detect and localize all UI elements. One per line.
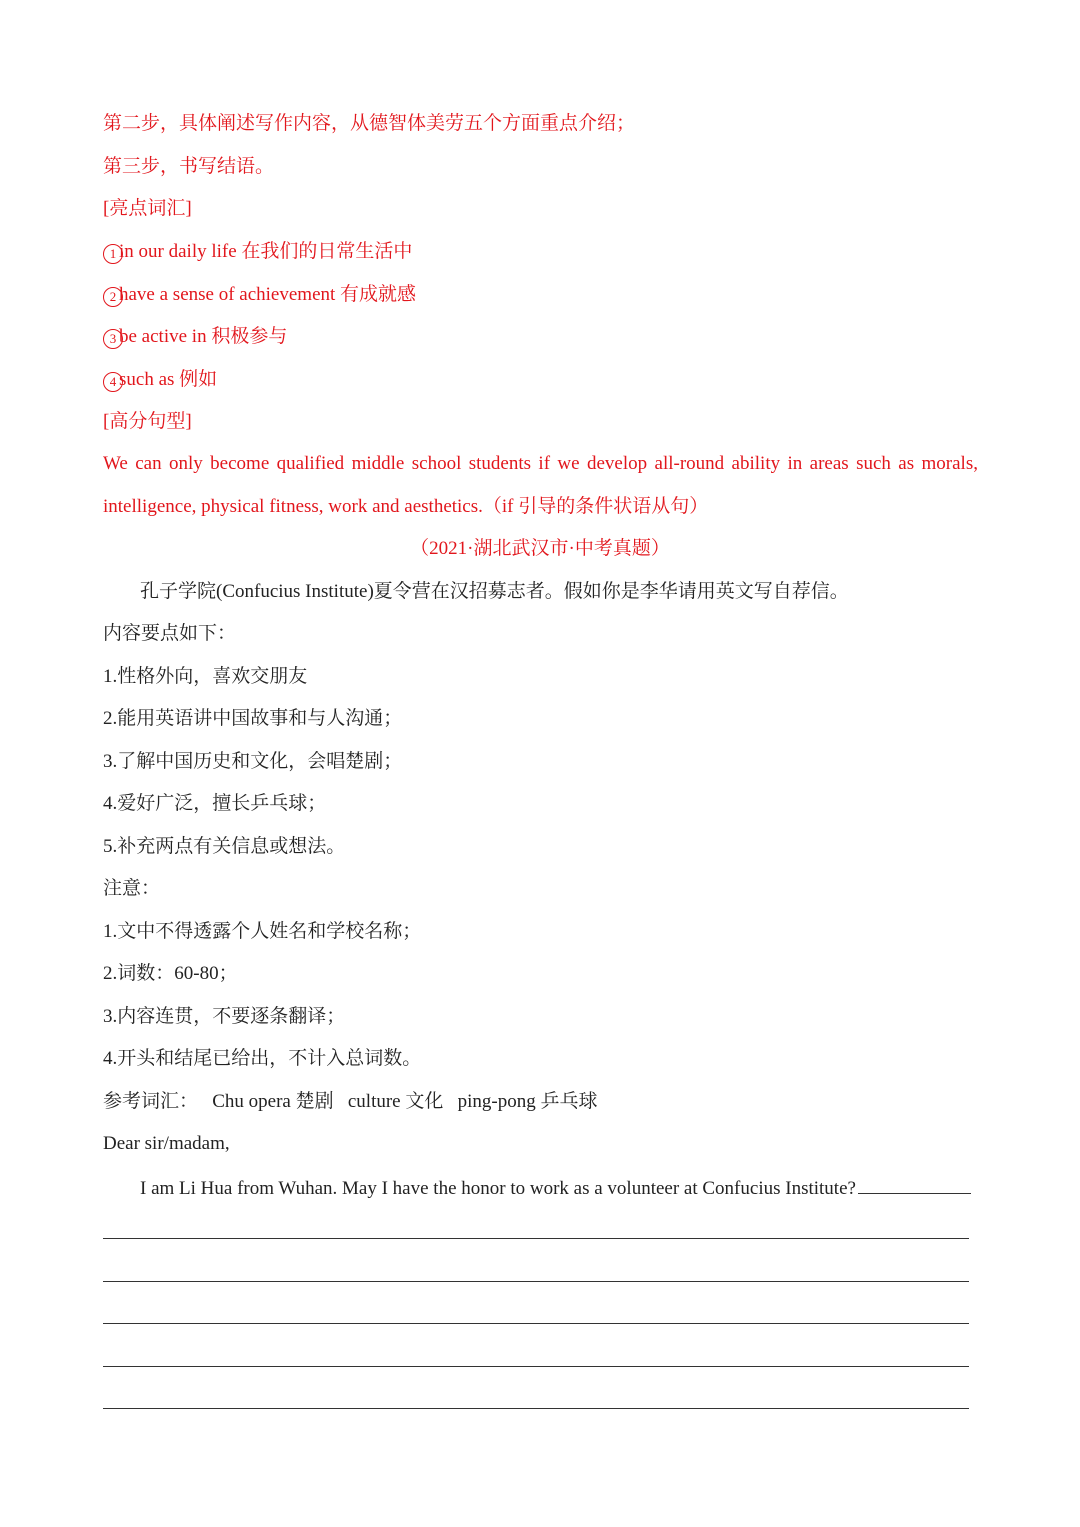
vocab-item: [103, 368, 217, 392]
answer-blank[interactable]: [858, 1175, 971, 1194]
exam-intro: 孔子学院(Confucius Institute)夏令营在汉招募志者。假如你是李华请用英文写自荐信。: [140, 581, 849, 602]
sentence-line-1: We can only become qualified middle school students if we develop all-round ability in areas such as morals,: [103, 453, 978, 474]
vocab-item: [103, 283, 416, 307]
content-point: 5.补充两点有关信息或想法。: [103, 836, 346, 857]
step-two: 第二步，具体阐述写作内容，从德智体美劳五个方面重点介绍；: [103, 113, 636, 134]
note-item: 2.词数：60-80；: [103, 963, 238, 984]
vocab-heading: [亮点词汇]: [103, 198, 192, 219]
content-point: 4.爱好广泛，擅长乒乓球；: [103, 793, 327, 814]
vocab-item-text: be active in 积极参与: [119, 326, 288, 347]
note-item: 1.文中不得透露个人姓名和学校名称；: [103, 921, 422, 942]
answer-line[interactable]: [103, 1238, 969, 1239]
content-point: 3.了解中国历史和文化，会唱楚剧；: [103, 751, 403, 772]
note-item: 3.内容连贯，不要逐条翻译；: [103, 1006, 346, 1027]
vocab-item-text: have a sense of achievement 有成就感: [119, 284, 417, 305]
vocab-item: [103, 325, 287, 349]
note-item: 4.开头和结尾已给出，不计入总词数。: [103, 1048, 422, 1069]
vocab-item-text: in our daily life 在我们的日常生活中: [119, 241, 413, 262]
answer-line[interactable]: [103, 1323, 969, 1324]
reference-vocab: 参考词汇： Chu opera 楚剧 culture 文化 ping-pong 乒乓球: [103, 1091, 598, 1112]
content-point: 2.能用英语讲中国故事和与人沟通；: [103, 708, 403, 729]
exam-source: （2021·湖北武汉市·中考真题）: [410, 538, 670, 559]
letter-opening: [140, 1175, 971, 1201]
letter-salutation: Dear sir/madam,: [103, 1133, 230, 1154]
answer-line[interactable]: [103, 1366, 969, 1367]
letter-opening-text: I am Li Hua from Wuhan. May I have the honor to work as a volunteer at Confucius Institute?: [140, 1178, 856, 1199]
vocab-item-text: such as 例如: [119, 369, 218, 390]
circled-number: 2: [103, 287, 123, 307]
circled-number: 3: [103, 329, 123, 349]
sentence-heading: [高分句型]: [103, 411, 192, 432]
circled-number: 4: [103, 372, 123, 392]
sentence-line-2: intelligence, physical fitness, work and aesthetics.（if 引导的条件状语从句）: [103, 496, 709, 517]
notes-heading: 注意：: [103, 878, 161, 899]
vocab-item: [103, 240, 412, 264]
step-three: 第三步，书写结语。: [103, 156, 275, 177]
content-point: 1.性格外向，喜欢交朋友: [103, 666, 308, 687]
circled-number: 1: [103, 244, 123, 264]
points-heading: 内容要点如下：: [103, 623, 237, 644]
answer-line[interactable]: [103, 1408, 969, 1409]
answer-line[interactable]: [103, 1281, 969, 1282]
